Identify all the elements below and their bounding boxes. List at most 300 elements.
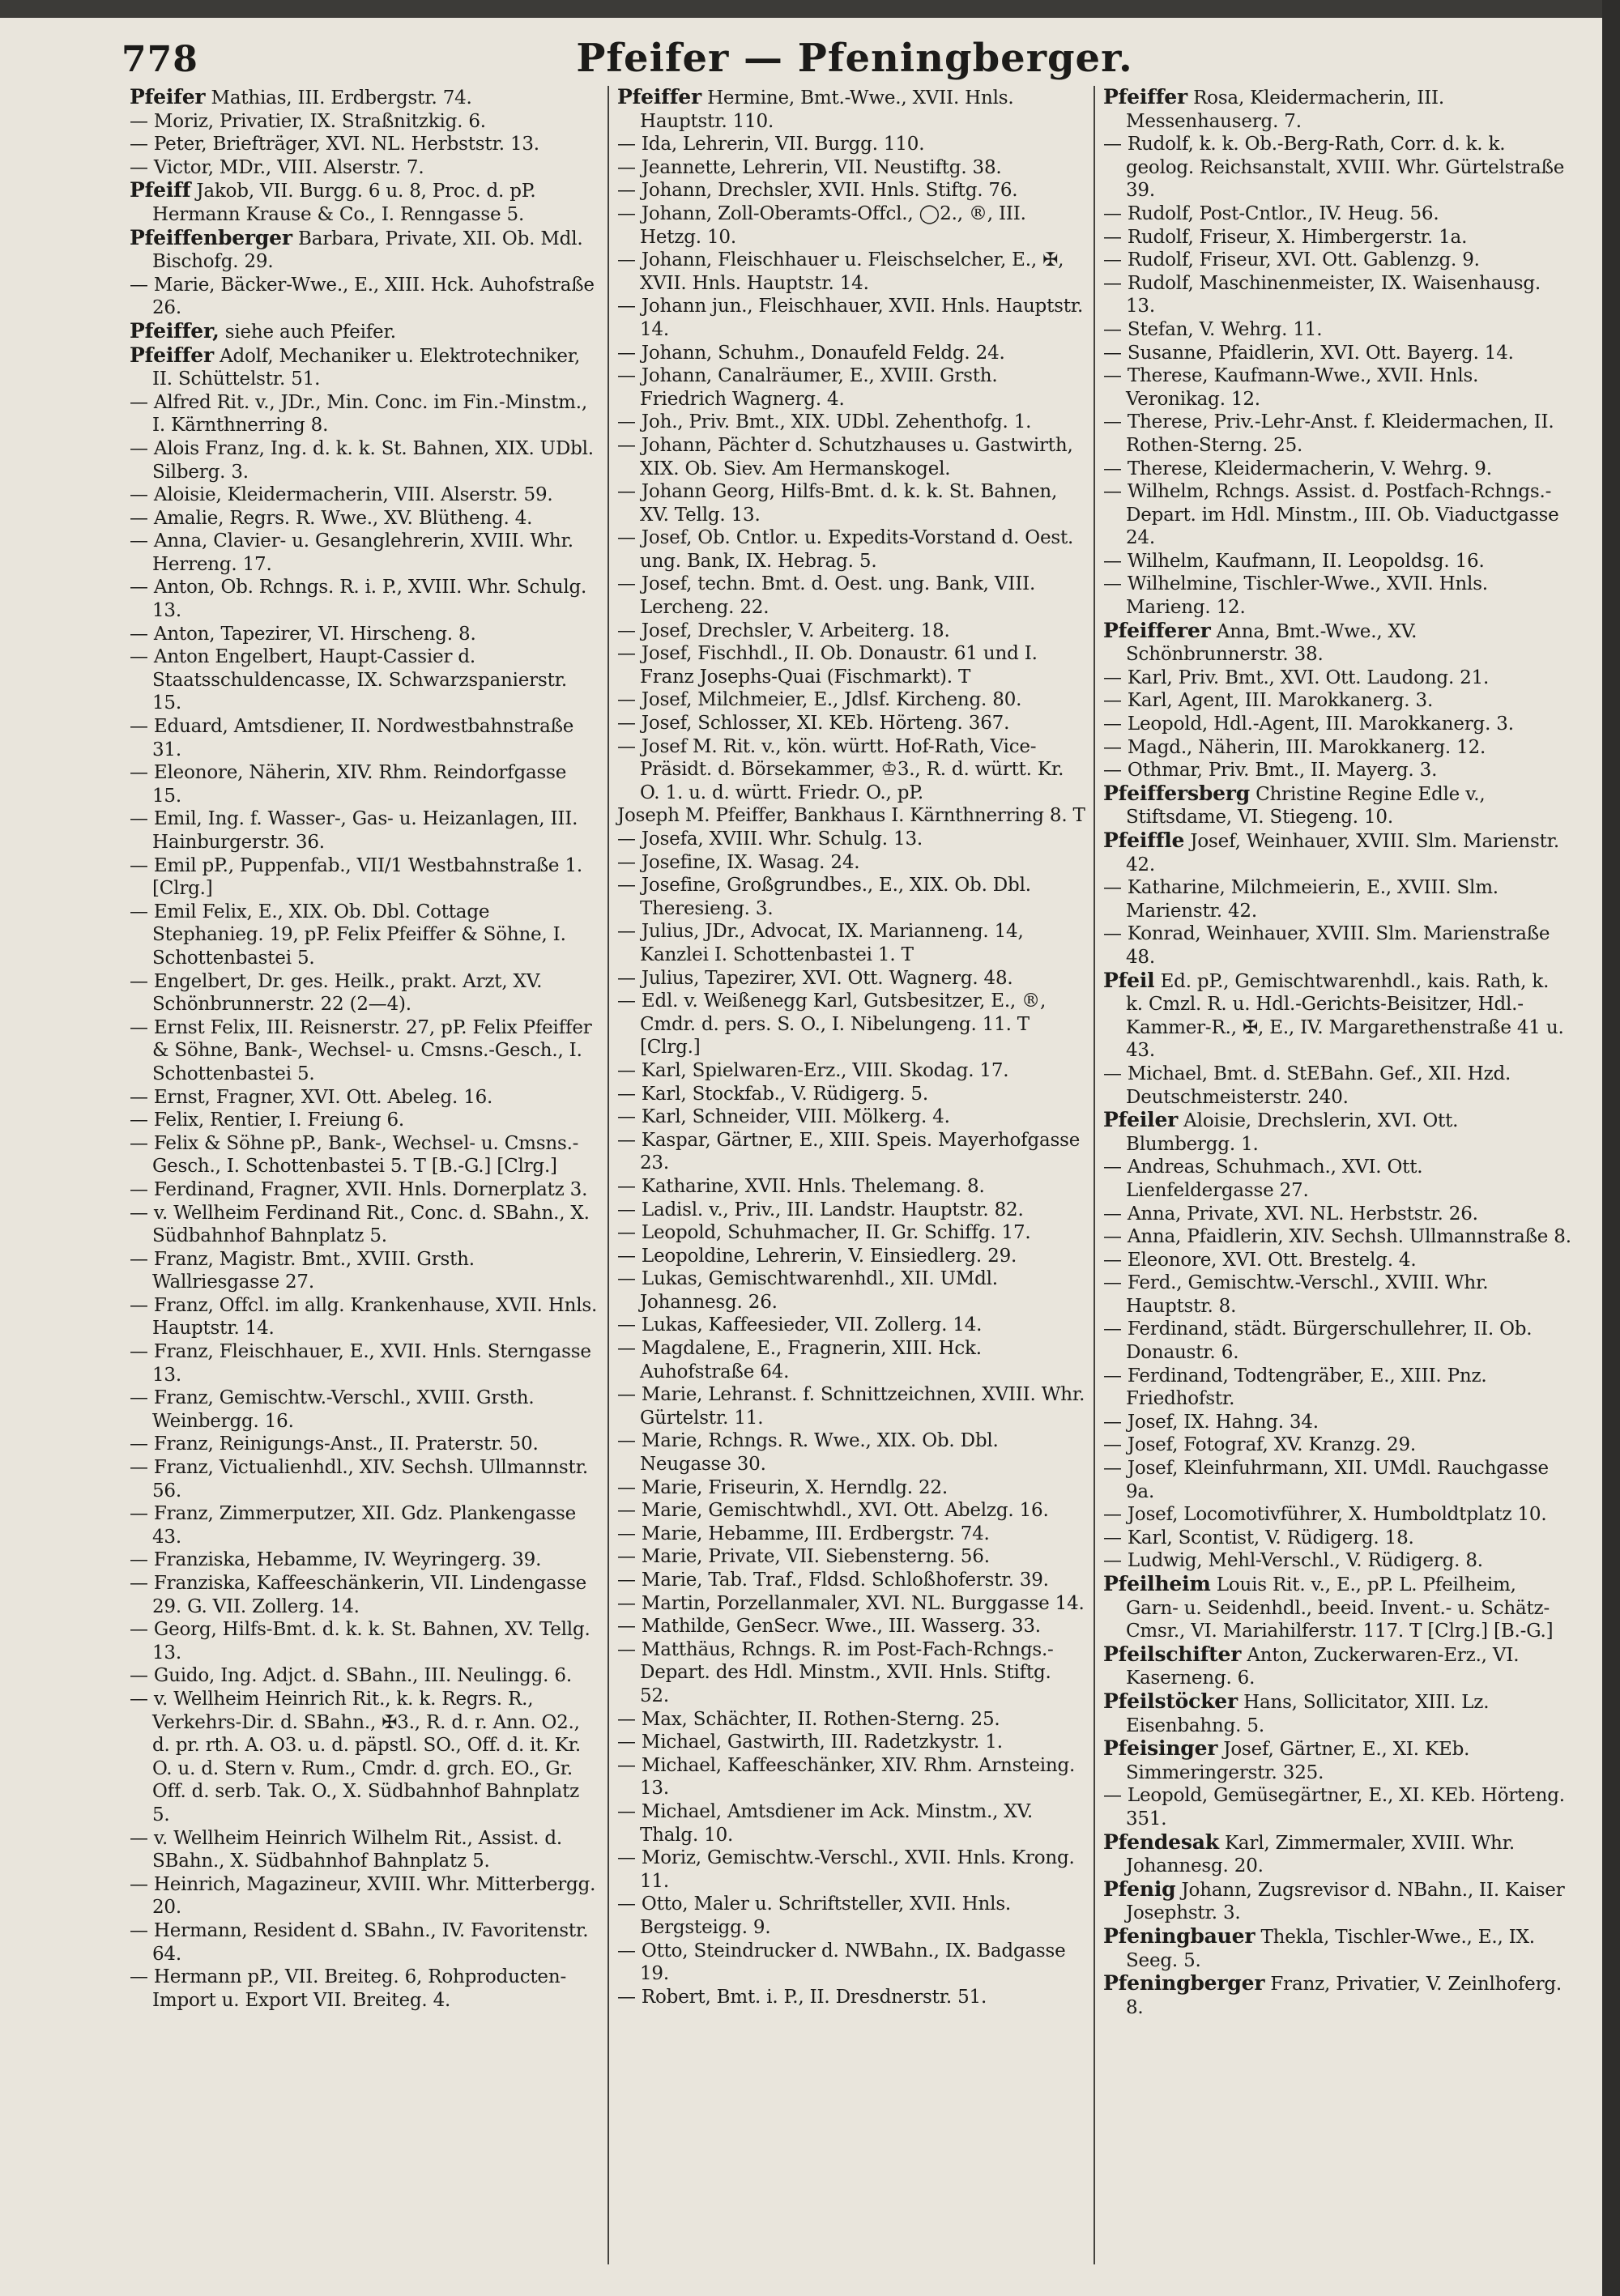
entry-text: — Franz, Victualienhdl., XIV. Sechsh. Ullmannstr. 56. [130,1457,588,1502]
entry-text: Anna, Bmt.-Wwe., XV. Schönbrunnerstr. 38. [1126,620,1418,666]
entry-text: — Emil pP., Puppenfab., VII/1 Westbahnstraße 1. [Clrg.] [130,854,582,900]
entry-text: — Wilhelm, Rchngs. Assist. d. Postfach-Rchngs.-Depart. im Hdl. Minstm., III. Ob. Viaductgasse 24. [1103,481,1559,549]
directory-entry [1103,1972,1571,2019]
entry-text: — Marie, Rchngs. R. Wwe., XIX. Ob. Dbl. Neugasse 30. [617,1430,999,1476]
directory-entry [130,344,599,391]
directory-entry [617,573,1085,619]
entry-text: — Anton, Ob. Rchngs. R. i. P., XVIII. Whr. Schulg. 13. [130,577,587,622]
entry-text: — Rudolf, Maschinenmeister, IX. Waisenhausg. 13. [1103,272,1541,317]
directory-entry [617,342,1085,365]
directory-entry [617,1940,1085,1986]
entry-text: — Ferdinand, städt. Bürgerschullehrer, II. Ob. Donaustr. 6. [1103,1318,1533,1364]
entry-text: — Therese, Kaufmann-Wwe., XVII. Hnls. Veronikag. 12. [1103,365,1479,410]
entry-text: — Ida, Lehrerin, VII. Burgg. 110. [617,134,925,155]
directory-entry [1103,829,1571,876]
directory-entry [130,179,599,226]
entry-text: Thekla, Tischler-Wwe., E., IX. Seeg. 5. [1126,1926,1535,1971]
directory-entry [1103,876,1571,922]
entry-surname: Pfeilschifter [1103,1642,1242,1666]
directory-entry [617,1708,1085,1732]
directory-entry [617,156,1085,180]
directory-entry [130,1109,599,1132]
directory-entry [617,688,1085,712]
directory-entry [617,1314,1085,1337]
directory-entry [130,1016,599,1086]
directory-entry [1103,1063,1571,1109]
directory-entry [617,1592,1085,1616]
directory-entry [617,1429,1085,1476]
entry-text: — Heinrich, Magazineur, XVIII. Whr. Mitterbergg. 20. [130,1873,596,1919]
directory-entry [617,1476,1085,1500]
entry-text: — Josef M. Rit. v., kön. württ. Hof-Rath, Vice-Präsidt. d. Börsekammer, ♔3., R. d. württ. Kr. O. 1. u. d. württ. Friedr. O., pP. [617,735,1064,803]
entry-text: — Felix, Rentier, I. Freiung 6. [130,1110,405,1131]
directory-entry [1103,1225,1571,1249]
entry-text: — Karl, Spielwaren-Erz., VIII. Skodag. 17. [617,1059,1009,1081]
entry-text: — Ludwig, Mehl-Verschl., V. Rüdigerg. 8. [1103,1550,1483,1572]
entry-text: — Franz, Zimmerputzer, XII. Gdz. Plankengasse 43. [130,1503,577,1548]
directory-entry [617,1499,1085,1523]
entry-text: — Marie, Lehranst. f. Schnittzeichnen, XVIII. Whr. Gürtelstr. 11. [617,1384,1085,1429]
directory-entry [617,874,1085,920]
entry-text: — Lukas, Kaffeesieder, VII. Zollerg. 14. [617,1314,983,1336]
directory-entry [130,507,599,530]
directory-entry [617,1545,1085,1569]
entry-text: Josef, Gärtner, E., XI. KEb. Simmeringerstr. 325. [1126,1739,1470,1783]
directory-entry [617,1337,1085,1383]
directory-entry [130,1664,599,1688]
directory-entry [617,1199,1085,1222]
directory-entry [1103,1109,1571,1156]
entry-text: — Ferdinand, Todtengräber, E., XIII. Pnz. Friedhofstr. [1103,1365,1487,1410]
entry-surname: Pfeiffer [617,86,701,109]
entry-text: — Anna, Private, XVI. NL. Herbststr. 26. [1103,1203,1478,1225]
directory-entry [130,1132,599,1178]
directory-entry [1103,86,1571,133]
entry-text: — Max, Schächter, II. Rothen-Sterng. 25. [617,1708,1000,1730]
entry-text: siehe auch Pfeifer. [219,321,396,343]
directory-entry [617,526,1085,573]
entry-text: — Michael, Gastwirth, III. Radetzkystr. 1. [617,1732,1003,1753]
column-2 [608,86,1094,2264]
entry-text: — Marie, Bäcker-Wwe., E., XIII. Hck. Auhofstraße 26. [130,274,595,319]
directory-entry [130,1456,599,1502]
entry-surname: Pfeilheim [1103,1572,1211,1595]
entry-text: — Amalie, Regrs. R. Wwe., XV. Blütheng. 4. [130,507,533,529]
entry-text: Josef, Weinhauer, XVIII. Slm. Marienstr. 42. [1126,831,1560,875]
entry-text: — Matthäus, Rchngs. R. im Post-Fach-Rchngs.-Depart. des Hdl. Minstm., XVII. Hnls. Stiftg. 52. [617,1638,1054,1706]
entry-text: Aloisie, Drechslerin, XVI. Ott. Blumbergg. 1. [1126,1110,1459,1155]
entry-text: — Eduard, Amtsdiener, II. Nordwestbahnstraße 31. [130,716,574,760]
entry-text: — Therese, Priv.-Lehr-Anst. f. Kleidermachen, II. Rothen-Sterng. 25. [1103,411,1554,456]
entry-surname: Pfeifer [130,86,206,109]
directory-entry [1103,1527,1571,1550]
directory-entry [130,1202,599,1248]
entry-text: — Franziska, Kaffeeschänkerin, VII. Lindengasse 29. G. VII. Zollerg. 14. [130,1573,587,1617]
entry-text: — Josef, Schlosser, XI. KEb. Hörteng. 367. [617,713,1010,735]
directory-entry [1103,620,1571,667]
directory-entry [617,179,1085,202]
entry-surname: Pfeiler [1103,1108,1179,1132]
entry-surname: Pfeiffer, [130,318,220,343]
entry-text: — Marie, Gemischtwhdl., XVI. Ott. Abelzg. 16. [617,1500,1049,1522]
directory-entry [130,1966,599,2012]
entry-text: — Alois Franz, Ing. d. k. k. St. Bahnen, XIX. UDbl. Silberg. 3. [130,437,594,483]
entry-text: — Josef, Kleinfuhrmann, XII. UMdl. Rauchgasse 9a. [1103,1458,1549,1502]
directory-entry [617,1847,1085,1893]
directory-entry [1103,249,1571,272]
entry-text: — Otto, Maler u. Schriftsteller, XVII. Hnls. Bergsteigg. 9. [617,1893,1012,1938]
column-1 [122,86,608,2264]
entry-text: — Josef, Fotograf, XV. Kranzg. 29. [1103,1434,1417,1456]
directory-entry [1103,1737,1571,1784]
entry-text: — Franz, Gemischtw.-Verschl., XVIII. Grsth. Weinbergg. 16. [130,1387,535,1432]
entry-text: — Katharine, Milchmeierin, E., XVIII. Slm. Marienstr. 42. [1103,877,1498,922]
directory-entry [1103,1503,1571,1527]
entry-text: — Josef, Drechsler, V. Arbeiterg. 18. [617,620,950,641]
entry-text: Johann, Zugsrevisor d. NBahn., II. Kaiser Josephstr. 3. [1126,1879,1565,1924]
directory-entry [617,202,1085,249]
entry-text: — Josefine, Großgrundbes., E., XIX. Ob. Dbl. Theresieng. 3. [617,875,1031,919]
entry-text: — Emil Felix, E., XIX. Ob. Dbl. Cottage Stephanieg. 19, pP. Felix Pfeiffer & Söhne, I. Schottenbastei 5. [130,901,566,969]
entry-text: — Johann, Drechsler, XVII. Hnls. Stiftg. 76. [617,180,1018,202]
directory-entry [1103,782,1571,829]
entry-text: Rosa, Kleidermacherin, III. Messenhauserg. 7. [1126,87,1444,132]
directory-entry [1103,1318,1571,1364]
directory-entry [1103,458,1571,481]
directory-entry [617,1800,1085,1847]
directory-entry [1103,318,1571,342]
entry-text: — Julius, JDr., Advocat, IX. Marianneng. 14, Kanzlei I. Schottenbastei 1. T [617,921,1024,965]
page-header [122,26,1588,91]
directory-entry [617,1523,1085,1546]
directory-entry [617,1569,1085,1592]
directory-entry [617,1893,1085,1939]
entry-text: — Otto, Steindrucker d. NWBahn., IX. Badgasse 19. [617,1940,1066,1985]
directory-entry [130,1502,599,1548]
directory-entry [1103,573,1571,619]
entry-surname: Pfeil [1103,968,1155,992]
directory-entry [130,1873,599,1919]
directory-entry [1103,364,1571,411]
entry-text: — Eleonore, XVI. Ott. Brestelg. 4. [1103,1249,1417,1271]
directory-entry [130,1340,599,1387]
directory-entry [1103,1411,1571,1434]
entry-text: — Johann, Schuhm., Donaufeld Feldg. 24. [617,342,1005,364]
entry-text: — Ladisl. v., Priv., III. Landstr. Hauptstr. 82. [617,1199,1024,1220]
directory-entry [1103,1549,1571,1573]
directory-entry [617,1105,1085,1129]
directory-entry [617,1615,1085,1638]
entry-surname: Pfeiffer [130,343,214,367]
directory-entry [1103,759,1571,782]
entry-text: — Franz, Offcl. im allg. Krankenhause, XVII. Hnls. Hauptstr. 14. [130,1294,598,1340]
directory-entry [617,1638,1085,1708]
directory-entry [617,1267,1085,1314]
entry-text: Louis Rit. v., E., pP. L. Pfeilheim, Garn- u. Seidenhdl., beeid. Invent.- u. Schätz-Cmsr., VI. Mariahilferstr. 117. T [Clrg.] [B.-G.] [1126,1574,1554,1642]
entry-text: — Ferd., Gemischtw.-Verschl., XVIII. Whr. Hauptstr. 8. [1103,1272,1489,1317]
directory-entry [617,1731,1085,1754]
entry-text: Franz, Privatier, V. Zeinlhoferg. 8. [1126,1974,1562,2018]
entry-surname: Pfeiff [130,178,191,202]
directory-entry [617,480,1085,526]
entry-text: — Franz, Reinigungs-Anst., II. Praterstr. 50. [130,1433,539,1455]
directory-entry [617,411,1085,434]
scan-right-edge [1602,0,1620,2296]
entry-text: — Karl, Schneider, VIII. Mölkerg. 4. [617,1106,950,1128]
directory-entry [617,804,1085,828]
directory-entry [130,1572,599,1618]
entry-text: — Josefa, XVIII. Whr. Schulg. 13. [617,829,923,850]
entry-surname: Pfeningbauer [1103,1923,1256,1948]
entry-text: — Karl, Agent, III. Marokkanerg. 3. [1103,690,1434,712]
column-3 [1094,86,1580,2264]
directory-entry [130,970,599,1016]
entry-text: — Rudolf, Post-Cntlor., IV. Heug. 56. [1103,202,1439,224]
directory-entry [1103,1878,1571,1925]
entry-text: — Robert, Bmt. i. P., II. Dresdnerstr. 51. [617,1986,987,2008]
directory-entry [617,1083,1085,1106]
directory-entry [617,295,1085,341]
entry-text: — Anna, Clavier- u. Gesanglehrerin, XVIII. Whr. Herreng. 17. [130,530,573,575]
entry-text: — Leopold, Hdl.-Agent, III. Marokkanerg. 3. [1103,714,1514,735]
entry-text: — Marie, Tab. Traf., Fldsd. Schloßhoferstr. 39. [617,1570,1049,1591]
entry-text: — Susanne, Pfaidlerin, XVI. Ott. Bayerg. 14. [1103,342,1514,364]
entry-text: — Leopold, Gemüsegärtner, E., XI. KEb. Hörteng. 351. [1103,1785,1565,1830]
entry-text: — Lukas, Gemischtwarenhdl., XII. UMdl. Johannesg. 26. [617,1268,998,1313]
entry-text: — Joh., Priv. Bmt., XIX. UDbl. Zehenthofg. 1. [617,411,1032,433]
directory-entry [617,1175,1085,1199]
entry-text: — Ernst Felix, III. Reisnerstr. 27, pP. Felix Pfeiffer & Söhne, Bank-, Wechsel- u. Cmsns.-Gesch., I. Schottenbastei 5. [130,1016,592,1084]
entry-text: — Johann, Canalräumer, E., XVIII. Grsth. Friedrich Wagnerg. 4. [617,365,998,410]
scan-top-edge [0,0,1620,18]
entry-surname: Pfeiffersberg [1103,781,1251,805]
entry-text: Mathias, III. Erdbergstr. 74. [205,87,472,109]
entry-text: — Ernst, Fragner, XVI. Ott. Abeleg. 16. [130,1086,493,1108]
entry-text: Karl, Zimmermaler, XVIII. Whr. Johannesg. 20. [1126,1832,1516,1877]
entry-text: — Edl. v. Weißenegg Karl, Gutsbesitzer, E., ®, Cmdr. d. pers. S. O., I. Nibelungeng. 11. T [Clrg.] [617,990,1047,1059]
entry-text: — Marie, Friseurin, X. Herndlg. 22. [617,1476,948,1498]
entry-text: — Rudolf, Friseur, XVI. Ott. Gablenzg. 9. [1103,249,1480,271]
entry-text: — Michael, Kaffeeschänker, XIV. Rhm. Arnsteing. 13. [617,1754,1076,1800]
entry-surname: Pfeningberger [1103,1971,1265,1996]
directory-entry [130,1919,599,1966]
directory-entry [130,1618,599,1664]
directory-entry [130,86,599,110]
directory-entry [1103,736,1571,760]
directory-entry [1103,202,1571,226]
directory-entry [617,249,1085,295]
directory-entry [617,1245,1085,1268]
directory-entry [617,1059,1085,1083]
directory-entry [617,620,1085,643]
directory-entry [130,227,599,274]
entry-text: — Karl, Scontist, V. Rüdigerg. 18. [1103,1527,1414,1548]
entry-text: — Johann Georg, Hilfs-Bmt. d. k. k. St. Bahnen, XV. Tellg. 13. [617,481,1058,526]
directory-entry [1103,550,1571,573]
entry-text: — Josef, IX. Hahng. 34. [1103,1411,1319,1433]
entry-text: — Engelbert, Dr. ges. Heilk., prakt. Arzt, XV. Schönbrunnerstr. 22 (2—4). [130,970,543,1016]
entry-text: — Johann, Zoll-Oberamts-Offcl., ◯2., ®, III. Hetzg. 10. [617,202,1026,248]
directory-entry [617,1221,1085,1245]
entry-text: — Karl, Priv. Bmt., XVI. Ott. Laudong. 21. [1103,667,1490,688]
entry-text: — Josef, Milchmeier, E., Jdlsf. Kircheng. 80. [617,689,1022,711]
entry-text: — Ferdinand, Fragner, XVII. Hnls. Dornerplatz 3. [130,1178,588,1200]
entry-text: — Marie, Private, VII. Siebensterng. 56. [617,1546,990,1568]
entry-text: — Rudolf, k. k. Ob.-Berg-Rath, Corr. d. k. k. geolog. Reichsanstalt, XVIII. Whr. Gürtelstraße 39. [1103,134,1565,202]
directory-entry [1103,1690,1571,1737]
directory-entry [617,434,1085,480]
directory-entry [1103,922,1571,969]
directory-entry [130,1433,599,1456]
directory-entry [130,1827,599,1873]
entry-text: — Wilhelm, Kaufmann, II. Leopoldsg. 16. [1103,550,1485,572]
directory-entry [1103,1272,1571,1318]
directory-entry [1103,411,1571,457]
entry-text: Hermine, Bmt.-Wwe., XVII. Hnls. Hauptstr. 110. [640,87,1014,132]
entry-text: — Moriz, Gemischtw.-Verschl., XVII. Hnls. Krong. 11. [617,1847,1075,1892]
entry-text: — Guido, Ing. Adjct. d. SBahn., III. Neulingg. 6. [130,1665,572,1687]
page-number: 778 [122,39,198,80]
entry-text: — Julius, Tapezirer, XVI. Ott. Wagnerg. 48. [617,967,1013,989]
directory-entry [617,828,1085,851]
directory-entry [617,1383,1085,1429]
directory-entry [130,576,599,622]
directory-entry [1103,272,1571,318]
directory-entry [617,712,1085,735]
entry-surname: Pfeiffenberger [130,225,292,249]
directory-entry [1103,1433,1571,1457]
directory-entry [130,110,599,134]
entry-text: — Katharine, XVII. Hnls. Thelemang. 8. [617,1175,985,1197]
entry-text: — Mathilde, GenSecr. Wwe., III. Wasserg. 33. [617,1616,1041,1638]
directory-entry [1103,1249,1571,1272]
entry-text: — Leopold, Schuhmacher, II. Gr. Schiffg. 17. [617,1222,1031,1244]
entry-text: Anton, Zuckerwaren-Erz., VI. Kaserneng. 6. [1126,1644,1520,1689]
directory-entry [130,1086,599,1110]
directory-entry [130,391,599,437]
entry-text: — Moriz, Privatier, IX. Straßnitzkig. 6. [130,110,486,132]
entry-surname: Pfeifferer [1103,618,1211,642]
entry-text: — Jeannette, Lehrerin, VII. Neustiftg. 38. [617,156,1002,178]
directory-entry [130,901,599,970]
directory-entry [1103,689,1571,713]
directory-columns [122,86,1580,2264]
directory-entry [130,274,599,320]
directory-entry [130,715,599,761]
entry-text: — Aloisie, Kleidermacherin, VIII. Alserstr. 59. [130,484,553,506]
directory-entry [1103,1573,1571,1643]
entry-text: — Leopoldine, Lehrerin, V. Einsiedlerg. 29. [617,1245,1017,1267]
directory-entry [1103,480,1571,550]
entry-text: — Franz, Magistr. Bmt., XVIII. Grsth. Wallriesgasse 27. [130,1248,475,1293]
entry-text: Christine Regine Edle v., Stiftsdame, VI. Stiegeng. 10. [1126,783,1486,829]
directory-entry [1103,969,1571,1063]
entry-text: — Magdalene, E., Fragnerin, XIII. Hck. Auhofstraße 64. [617,1338,982,1382]
entry-text: — Josef, Ob. Cntlor. u. Expedits-Vorstand d. Oest. ung. Bank, IX. Hebrag. 5. [617,527,1074,572]
entry-surname: Pfendesak [1103,1830,1219,1854]
directory-entry [130,854,599,901]
entry-text: — Anton, Tapezirer, VI. Hirscheng. 8. [130,623,476,645]
directory-entry [130,1688,599,1827]
entry-text: — Andreas, Schuhmach., XVI. Ott. Lienfeldergasse 27. [1103,1157,1423,1201]
directory-entry [1103,226,1571,249]
entry-surname: Pfeiffle [1103,829,1185,852]
directory-entry [617,1986,1085,2009]
entry-text: — Eleonore, Näherin, XIV. Rhm. Reindorfgasse 15. [130,762,567,807]
entry-text: — Franz, Fleischhauer, E., XVII. Hnls. Sterngasse 13. [130,1341,591,1386]
directory-entry [130,530,599,576]
entry-text: — Georg, Hilfs-Bmt. d. k. k. St. Bahnen, XV. Tellg. 13. [130,1619,590,1663]
directory-entry [617,967,1085,990]
directory-entry [130,320,599,344]
entry-text: Joseph M. Pfeiffer, Bankhaus I. Kärnthnerring 8. T [617,805,1085,827]
entry-text: — Alfred Rit. v., JDr., Min. Conc. im Fin.-Minstm., I. Kärnthnerring 8. [130,391,588,437]
entry-text: — Josef, Fischhdl., II. Ob. Donaustr. 61 und I. Franz Josephs-Quai (Fischmarkt). T [617,643,1038,688]
entry-text: Ed. pP., Gemischtwarenhdl., kais. Rath, k. k. Cmzl. R. u. Hdl.-Gerichts-Beisitzer, Hdl.-Kammer-R., ✠, E., IV. Margarethenstraße 41 u. 43. [1126,970,1564,1062]
directory-entry [1103,1457,1571,1503]
directory-entry [130,761,599,807]
directory-entry [617,642,1085,688]
directory-entry [1103,1156,1571,1202]
entry-text: — Emil, Ing. f. Wasser-, Gas- u. Heizanlagen, III. Hainburgerstr. 36. [130,808,578,853]
entry-text: — Rudolf, Friseur, X. Himbergerstr. 1a. [1103,226,1468,248]
entry-text: — Hermann, Resident d. SBahn., IV. Favoritenstr. 64. [130,1919,589,1965]
entry-text: — Peter, Briefträger, XVI. NL. Herbststr. 13. [130,134,539,155]
entry-text: — Felix & Söhne pP., Bank-, Wechsel- u. Cmsns.-Gesch., I. Schottenbastei 5. T [B.-G.] [Clrg.] [130,1132,579,1178]
entry-text: — Franziska, Hebamme, IV. Weyringerg. 39. [130,1549,542,1571]
directory-entry [617,990,1085,1059]
directory-entry [617,1754,1085,1800]
entry-surname: Pfenig [1103,1876,1176,1901]
directory-entry [130,1178,599,1202]
entry-text: — Therese, Kleidermacherin, V. Wehrg. 9. [1103,458,1492,479]
entry-text: — Konrad, Weinhauer, XVIII. Slm. Marienstraße 48. [1103,923,1550,968]
entry-text: Jakob, VII. Burgg. 6 u. 8, Proc. d. pP. Hermann Krause & Co., I. Renngasse 5. [152,181,536,225]
entry-text: — v. Wellheim Heinrich Wilhelm Rit., Assist. d. SBahn., X. Südbahnhof Bahnplatz 5. [130,1827,562,1872]
entry-text: — Michael, Amtsdiener im Ack. Minstm., XV. Thalg. 10. [617,1800,1034,1846]
directory-entry [1103,1831,1571,1878]
directory-entry [1103,1643,1571,1690]
directory-entry [130,437,599,483]
entry-surname: Pfeilstöcker [1103,1689,1238,1713]
directory-entry [130,623,599,646]
entry-text: — v. Wellheim Ferdinand Rit., Conc. d. SBahn., X. Südbahnhof Bahnplatz 5. [130,1202,590,1247]
directory-entry [130,1294,599,1340]
directory-entry [617,851,1085,875]
entry-text: Hans, Sollicitator, XIII. Lz. Eisenbahng. 5. [1126,1691,1490,1736]
entry-text: — Johann, Fleischhauer u. Fleischselcher, E., ✠, XVII. Hnls. Hauptstr. 14. [617,249,1064,294]
entry-text: — Josef, techn. Bmt. d. Oest. ung. Bank, VIII. Lercheng. 22. [617,573,1036,619]
directory-entry [617,364,1085,411]
entry-text: Barbara, Private, XII. Ob. Mdl. Bischofg. 29. [152,228,583,273]
directory-entry [130,156,599,180]
entry-text: — Wilhelmine, Tischler-Wwe., XVII. Hnls. Marieng. 12. [1103,573,1488,619]
directory-entry [1103,342,1571,365]
directory-entry [617,735,1085,805]
entry-text: — Martin, Porzellanmaler, XVI. NL. Burggasse 14. [617,1592,1085,1614]
directory-entry [130,807,599,854]
entry-surname: Pfeiffer [1103,86,1187,109]
entry-text: — Michael, Bmt. d. StEBahn. Gef., XII. Hzd. Deutschmeisterstr. 240. [1103,1063,1511,1108]
directory-entry [130,1248,599,1294]
entry-text: — Karl, Stockfab., V. Rüdigerg. 5. [617,1083,928,1105]
directory-entry [1103,1925,1571,1972]
entry-text: — Johann jun., Fleischhauer, XVII. Hnls. Hauptstr. 14. [617,296,1084,340]
entry-text: — Josef, Locomotivführer, X. Humboldtplatz 10. [1103,1504,1547,1526]
entry-text: — Josefine, IX. Wasag. 24. [617,851,860,873]
directory-entry [130,1387,599,1433]
entry-text: — Johann, Pächter d. Schutzhauses u. Gastwirth, XIX. Ob. Siev. Am Hermanskogel. [617,434,1073,479]
